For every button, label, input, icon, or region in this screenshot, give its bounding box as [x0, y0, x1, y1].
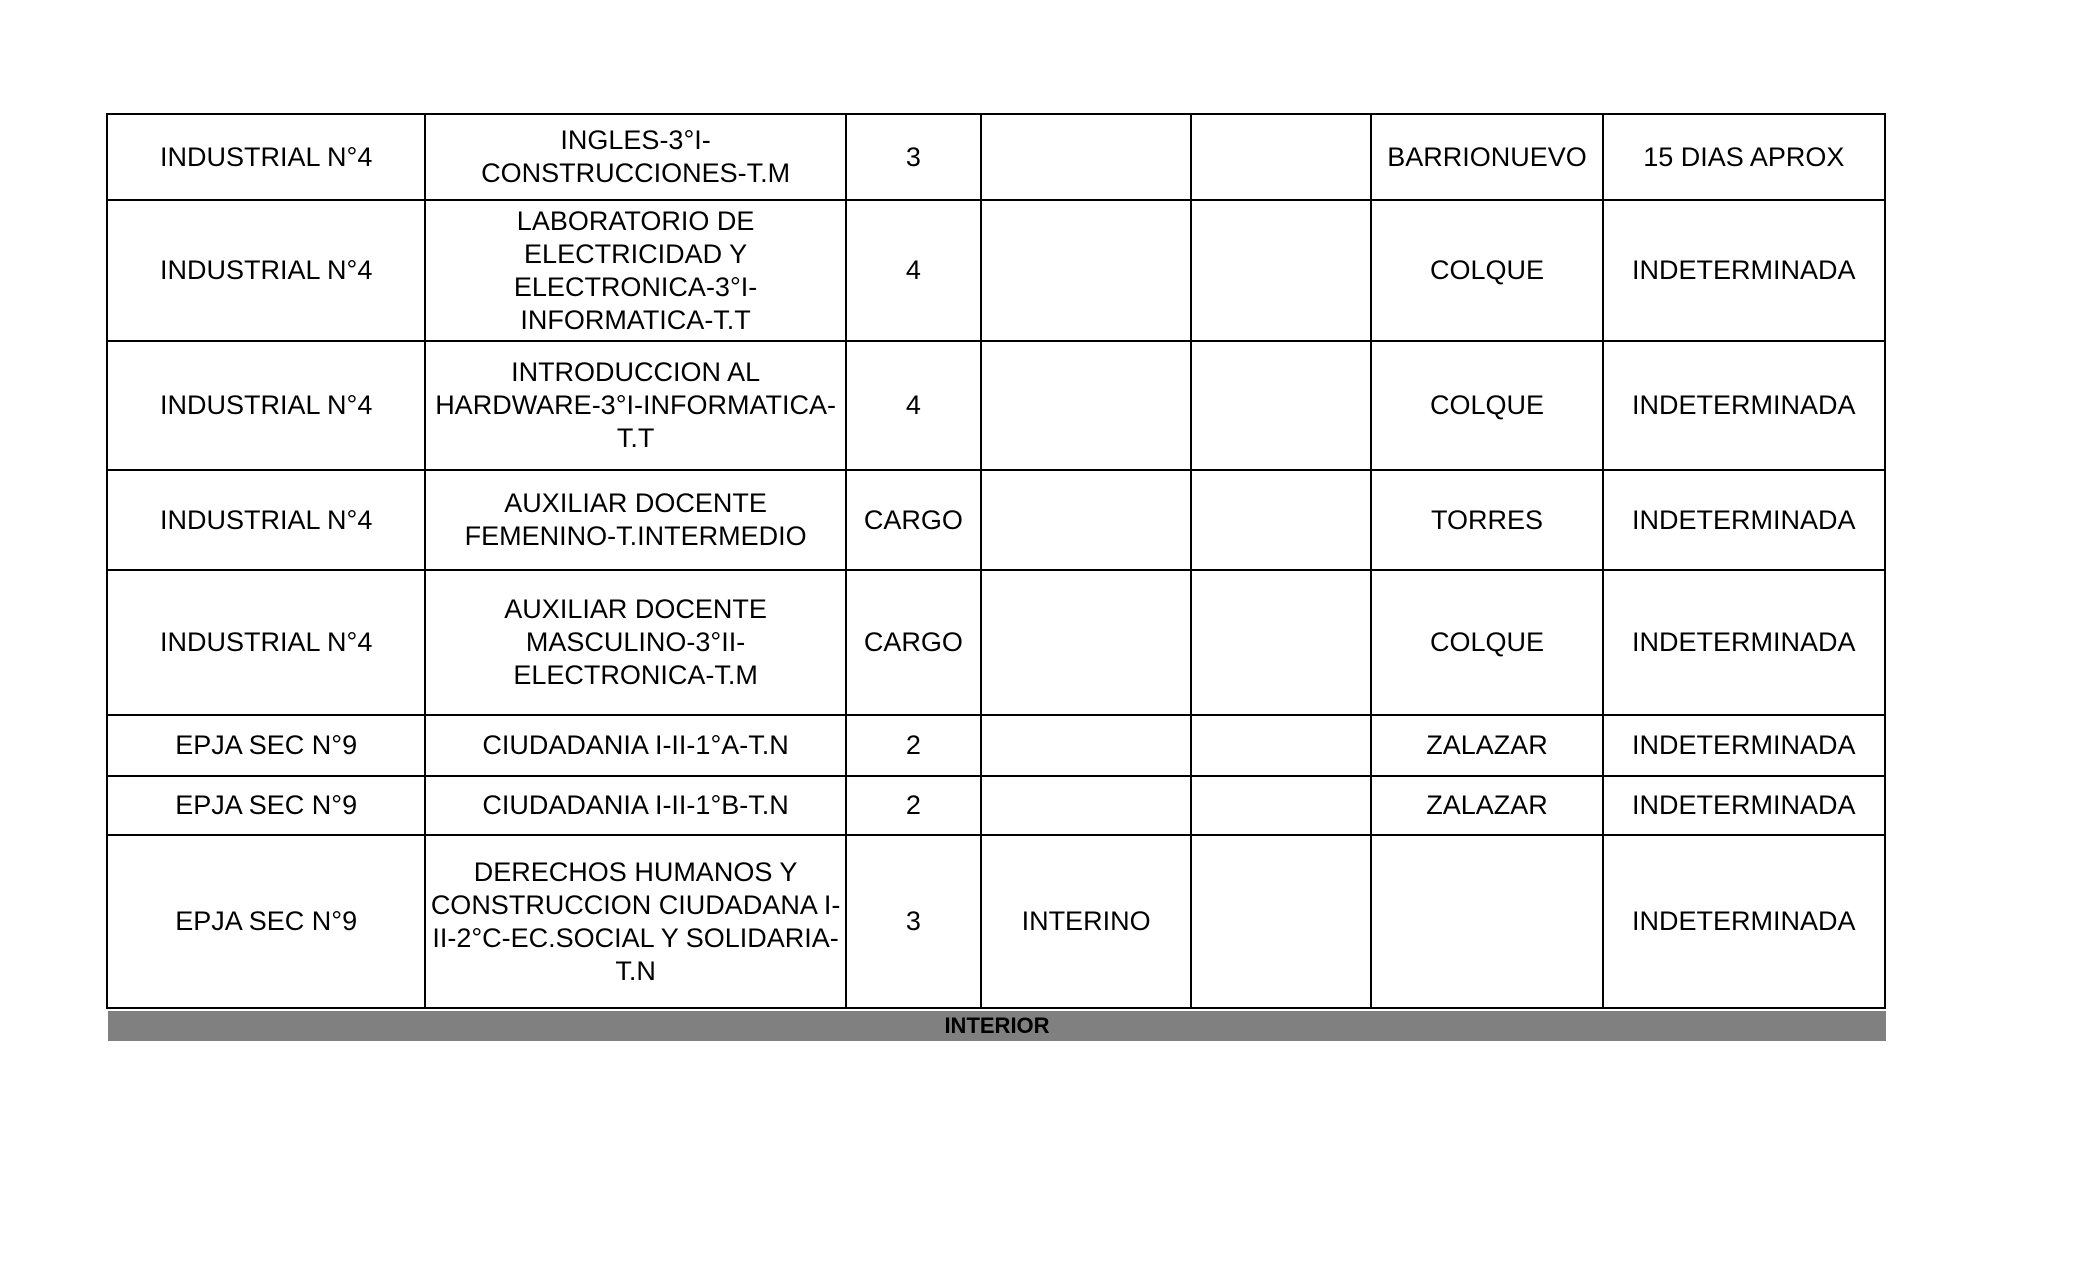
extra-cell	[1191, 715, 1371, 776]
teacher-cell	[1371, 835, 1602, 1008]
teacher-cell: ZALAZAR	[1371, 776, 1602, 835]
status-cell	[981, 715, 1191, 776]
school-cell: EPJA SEC N°9	[107, 835, 425, 1008]
hours-cell: 4	[846, 341, 981, 470]
subject-cell: INGLES-3°I-CONSTRUCCIONES-T.M	[425, 114, 845, 200]
vacancies-table	[106, 113, 1886, 1009]
table-row	[107, 715, 1885, 776]
teacher-cell: ZALAZAR	[1371, 715, 1602, 776]
extra-cell	[1191, 835, 1371, 1008]
section-footer-band	[108, 1011, 1886, 1041]
extra-cell	[1191, 341, 1371, 470]
table-row	[107, 835, 1885, 1008]
subject-cell: LABORATORIO DE ELECTRICIDAD Y ELECTRONICA-3°I-INFORMATICA-T.T	[425, 200, 845, 341]
school-cell: INDUSTRIAL N°4	[107, 470, 425, 570]
teacher-cell: COLQUE	[1371, 341, 1602, 470]
school-cell: EPJA SEC N°9	[107, 776, 425, 835]
subject-cell: INTRODUCCION AL HARDWARE-3°I-INFORMATICA-T.T	[425, 341, 845, 470]
subject-cell: DERECHOS HUMANOS Y CONSTRUCCION CIUDADANA I-II-2°C-EC.SOCIAL Y SOLIDARIA-T.N	[425, 835, 845, 1008]
duration-cell: INDETERMINADA	[1603, 570, 1885, 715]
extra-cell	[1191, 200, 1371, 341]
table-row	[107, 470, 1885, 570]
duration-cell: INDETERMINADA	[1603, 341, 1885, 470]
table-row	[107, 341, 1885, 470]
teacher-cell: TORRES	[1371, 470, 1602, 570]
table-row	[107, 114, 1885, 200]
school-cell: INDUSTRIAL N°4	[107, 570, 425, 715]
subject-cell: AUXILIAR DOCENTE MASCULINO-3°II-ELECTRONICA-T.M	[425, 570, 845, 715]
status-cell	[981, 776, 1191, 835]
table-row	[107, 200, 1885, 341]
hours-cell: 2	[846, 715, 981, 776]
status-cell: INTERINO	[981, 835, 1191, 1008]
status-cell	[981, 200, 1191, 341]
duration-cell: 15 DIAS APROX	[1603, 114, 1885, 200]
duration-cell: INDETERMINADA	[1603, 200, 1885, 341]
school-cell: INDUSTRIAL N°4	[107, 341, 425, 470]
table-row	[107, 776, 1885, 835]
status-cell	[981, 570, 1191, 715]
hours-cell: 3	[846, 835, 981, 1008]
hours-cell: 2	[846, 776, 981, 835]
hours-cell: CARGO	[846, 470, 981, 570]
school-cell: EPJA SEC N°9	[107, 715, 425, 776]
extra-cell	[1191, 114, 1371, 200]
table-row	[107, 570, 1885, 715]
duration-cell: INDETERMINADA	[1603, 835, 1885, 1008]
section-label: INTERIOR	[944, 1013, 1050, 1038]
extra-cell	[1191, 570, 1371, 715]
teacher-cell: COLQUE	[1371, 200, 1602, 341]
duration-cell: INDETERMINADA	[1603, 470, 1885, 570]
extra-cell	[1191, 470, 1371, 570]
teacher-cell: BARRIONUEVO	[1371, 114, 1602, 200]
status-cell	[981, 114, 1191, 200]
school-cell: INDUSTRIAL N°4	[107, 200, 425, 341]
hours-cell: CARGO	[846, 570, 981, 715]
extra-cell	[1191, 776, 1371, 835]
duration-cell: INDETERMINADA	[1603, 715, 1885, 776]
status-cell	[981, 341, 1191, 470]
hours-cell: 4	[846, 200, 981, 341]
status-cell	[981, 470, 1191, 570]
hours-cell: 3	[846, 114, 981, 200]
subject-cell: CIUDADANIA I-II-1°B-T.N	[425, 776, 845, 835]
subject-cell: CIUDADANIA I-II-1°A-T.N	[425, 715, 845, 776]
subject-cell: AUXILIAR DOCENTE FEMENINO-T.INTERMEDIO	[425, 470, 845, 570]
teacher-cell: COLQUE	[1371, 570, 1602, 715]
school-cell: INDUSTRIAL N°4	[107, 114, 425, 200]
duration-cell: INDETERMINADA	[1603, 776, 1885, 835]
